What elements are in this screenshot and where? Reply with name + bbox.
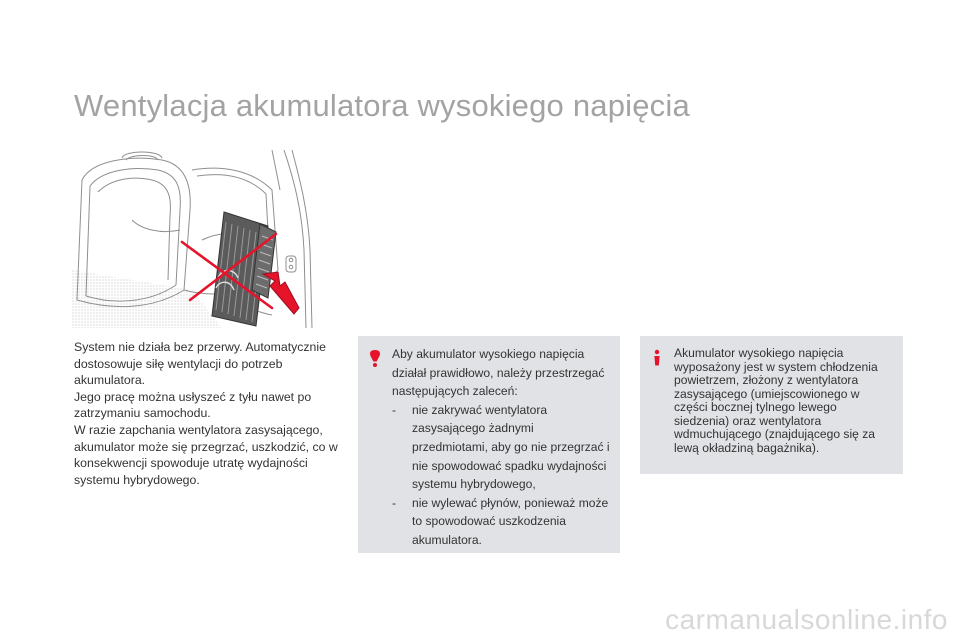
warning-list	[392, 401, 612, 550]
intro-description	[74, 339, 344, 488]
warning-exclamation-icon	[365, 348, 385, 368]
list-item	[392, 401, 612, 494]
page-title: Wentylacja akumulatora wysokiego napięcia	[74, 88, 690, 123]
list-dash: -	[392, 402, 397, 417]
paragraph: W razie zapchania wentylatora zasysającego, akumulator może się przegrzać, uszkodzić, co w konsekwencji spowoduje utratę wydajności systemu hybrydowego.	[74, 422, 338, 487]
list-item-text: nie zakrywać wentylatora zasysającego żadnymi przedmiotami, aby go nie przegrzać i nie spowodować spadku wydajności systemu hybrydowego,	[412, 402, 610, 492]
paragraph: System nie działa bez przerwy. Automatycznie dostosowuje siłę wentylacji do potrzeb akumulatora.	[74, 340, 326, 388]
list-dash: -	[392, 495, 397, 510]
watermark: carmanualsonline.info	[665, 604, 948, 635]
warning-content	[392, 345, 612, 550]
paragraph: Jego pracę można usłyszeć z tyłu nawet po zatrzymaniu samochodu.	[74, 389, 312, 421]
info-content	[674, 347, 895, 455]
list-item	[392, 494, 612, 550]
info-text: Akumulator wysokiego napięcia wyposażony jest w system chłodzenia powietrzem, złożony z wentylatora zasysającego (umiejscowionego w części bocznej tylnego lewego siedzenia) oraz wentylatora wdmuchującego (znajdującego się za lewą okładziną bagażnika).	[674, 346, 878, 455]
list-item-text: nie wylewać płynów, ponieważ może to spowodować uszkodzenia akumulatora.	[412, 495, 609, 547]
info-icon	[647, 348, 667, 368]
warning-box	[358, 336, 620, 553]
rear-seat-vent-illustration	[72, 150, 314, 328]
info-box	[640, 336, 903, 474]
warning-intro: Aby akumulator wysokiego napięcia działał prawidłowo, należy przestrzegać następujących zaleceń:	[392, 347, 605, 399]
